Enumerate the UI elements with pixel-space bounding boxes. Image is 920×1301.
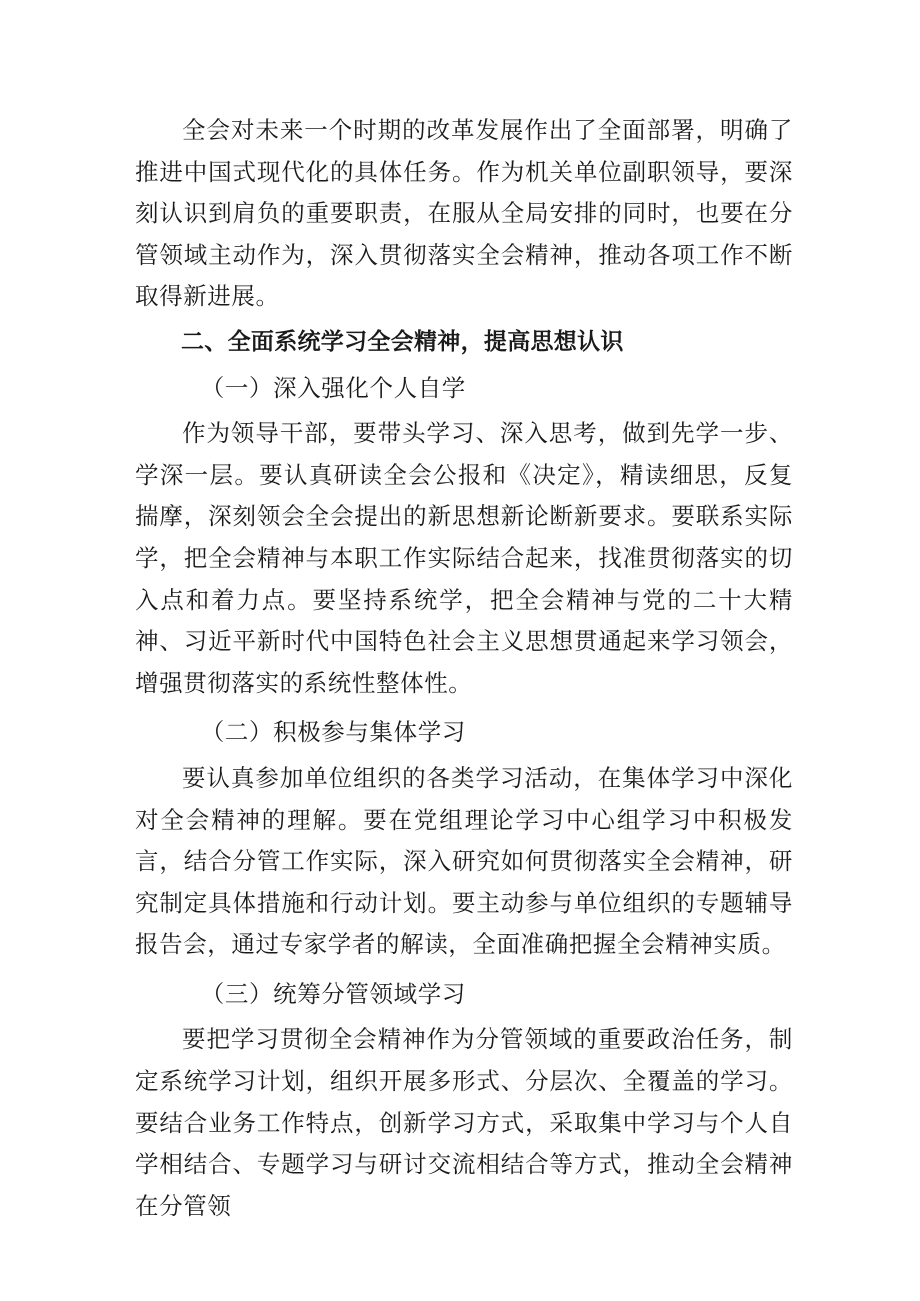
intro-paragraph: 全会对未来一个时期的改革发展作出了全面部署，明确了推进中国式现代化的具体任务。作为机关单位副职领导，要深刻认识到肩负的重要职责，在服从全局安排的同时，也要在分管领域主动作为，深入贯彻落实全会精神，推动各项工作不断取得新进展。 xyxy=(135,116,793,311)
document-body xyxy=(135,110,793,1227)
subsection-title-2: （二）积极参与集体学习 xyxy=(200,718,466,747)
subsection-title-3: （三）统筹分管领域学习 xyxy=(200,979,466,1008)
subsection-body-2: 要认真参加单位组织的各类学习活动，在集体学习中深化对全会精神的理解。要在党组理论学习中心组学习中积极发言，结合分管工作实际，深入研究如何贯彻落实全会精神，研究制定具体措施和行动计划。要主动参与单位组织的专题辅导报告会，通过专家学者的解读，全面准确把握全会精神实质。 xyxy=(135,763,793,959)
section-heading: 二、全面系统学习全会精神，提高思想认识 xyxy=(181,328,624,355)
subsection-body-3: 要把学习贯彻全会精神作为分管领域的重要政治任务，制定系统学习计划，组织开展多形式、分层次、全覆盖的学习。要结合业务工作特点，创新学习方式，采取集中学习与个人自学相结合、专题学习与研讨交流相结合等方式，推动全会精神在分管领 xyxy=(135,1025,793,1220)
subsection-body-1: 作为领导干部，要带头学习、深入思考，做到先学一步、学深一层。要认真研读全会公报和《决定》，精读细思，反复揣摩，深刻领会全会提出的新思想新论断新要求。要联系实际学，把全会精神与本职工作实际结合起来，找准贯彻落实的切入点和着力点。要坚持系统学，把全会精神与党的二十大精神、习近平新时代中国特色社会主义思想贯通起来学习领会，增强贯彻落实的系统性整体性。 xyxy=(135,419,793,697)
subsection-title-1: （一）深入强化个人自学 xyxy=(200,373,466,402)
